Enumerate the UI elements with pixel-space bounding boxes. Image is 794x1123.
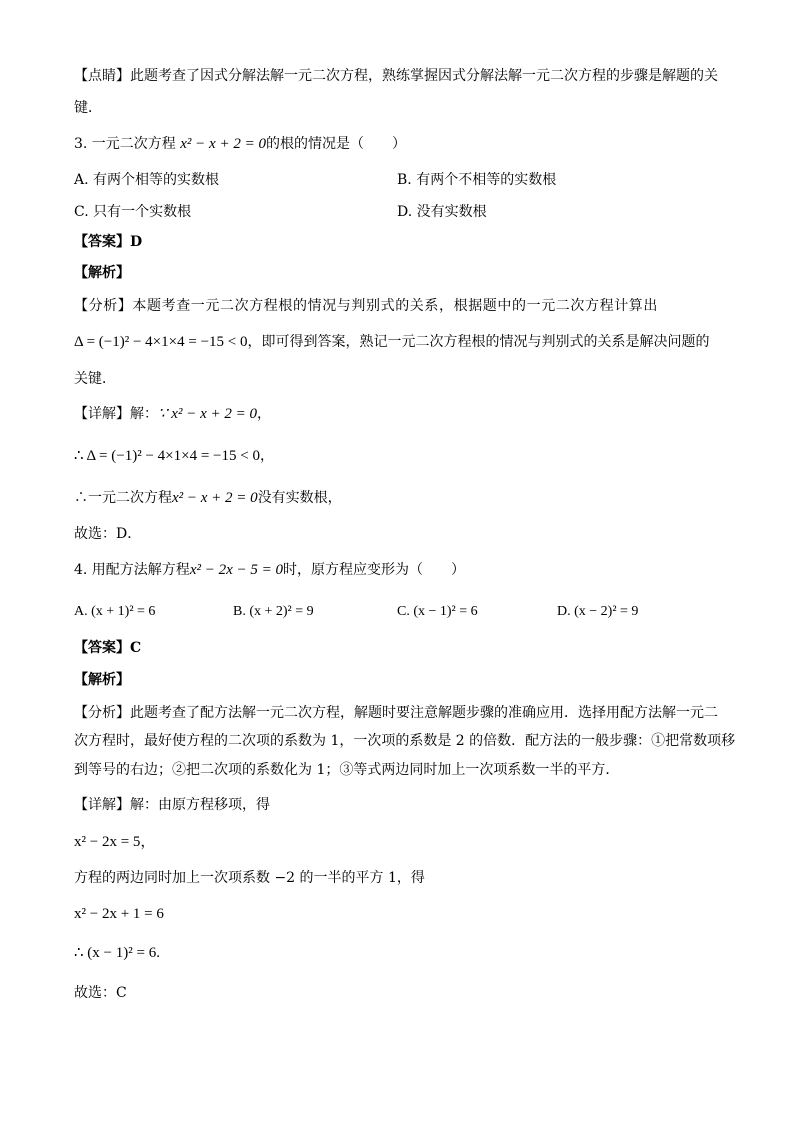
q3-option-d: D. 没有实数根 <box>397 204 487 220</box>
q4-step-3: x² − 2x + 1 = 6 <box>74 906 164 922</box>
q4-option-c: C. (x − 1)² = 6 <box>397 604 478 619</box>
q4-jiexi-label: 【解析】 <box>74 672 130 688</box>
q3-choose: 故选：D． <box>74 526 142 542</box>
q4-answer: 【答案】C <box>74 640 142 656</box>
q4-option-d: D. (x − 2)² = 9 <box>557 604 639 619</box>
q3-solution-line-1: 【详解】解：∵ x² − x + 2 = 0， <box>74 406 271 422</box>
q3-option-b: B. 有两个不相等的实数根 <box>397 172 557 188</box>
q3-analysis-line-1: 【分析】本题考查一元二次方程根的情况与判别式的关系，根据题中的一元二次方程计算出 <box>74 298 658 314</box>
q4-step-1: x² − 2x = 5， <box>74 834 156 850</box>
q3-jiexi-label: 【解析】 <box>74 265 130 281</box>
q4-step-2: 方程的两边同时加上一次项系数 −2 的一半的平方 1，得 <box>74 870 425 886</box>
q4-equation: x² − 2x − 5 = 0 <box>189 562 283 578</box>
dianjing-line-2: 键． <box>74 100 102 116</box>
q3-option-a: A. 有两个相等的实数根 <box>74 172 220 188</box>
q4-analysis-line-1: 【分析】此题考查了配方法解一元二次方程，解题时要注意解题步骤的准确应用．选择用配方法解一元二 <box>74 705 718 721</box>
q4-analysis-line-2: 次方程时，最好使方程的二次项的系数为 1，一次项的系数是 2 的倍数．配方法的一般步骤：①把常数项移 <box>74 733 736 749</box>
q3-option-c: C. 只有一个实数根 <box>74 204 192 220</box>
q3-discriminant: Δ = (−1)² − 4×1×4 = −15 < 0 <box>74 334 248 350</box>
q3-solution-line-3: ∴一元二次方程x² − x + 2 = 0没有实数根， <box>74 490 342 506</box>
q4-option-a: A. (x + 1)² = 6 <box>74 604 156 619</box>
q4-choose: 故选：C <box>74 985 127 1001</box>
q4-analysis-line-3: 到等号的右边；②把二次项的系数化为 1；③等式两边同时加上一次项系数一半的平方． <box>74 762 620 778</box>
q4-solution-intro: 【详解】解：由原方程移项，得 <box>74 797 270 813</box>
q3-solution-line-2: ∴ Δ = (−1)² − 4×1×4 = −15 < 0， <box>74 448 274 464</box>
q3-equation: x² − x + 2 = 0 <box>180 136 266 152</box>
dianjing-line-1: 【点睛】此题考查了因式分解法解一元二次方程，熟练掌握因式分解法解一元二次方程的步骤是解题的关 <box>74 68 718 84</box>
q4-option-b: B. (x + 2)² = 9 <box>233 604 314 619</box>
question-3-stem: 3. 一元二次方程 x² − x + 2 = 0的根的情况是（ ） <box>74 136 406 152</box>
q3-analysis-line-3: 关键． <box>74 371 116 387</box>
q3-analysis-line-2: Δ = (−1)² − 4×1×4 = −15 < 0，即可得到答案，熟记一元二次方程根的情况与判别式的关系是解决问题的 <box>74 334 710 350</box>
q4-step-4: ∴ (x − 1)² = 6. <box>74 945 160 961</box>
question-4-stem: 4. 用配方法解方程x² − 2x − 5 = 0时，原方程应变形为（ ） <box>74 562 465 578</box>
q3-answer: 【答案】D <box>74 234 143 250</box>
